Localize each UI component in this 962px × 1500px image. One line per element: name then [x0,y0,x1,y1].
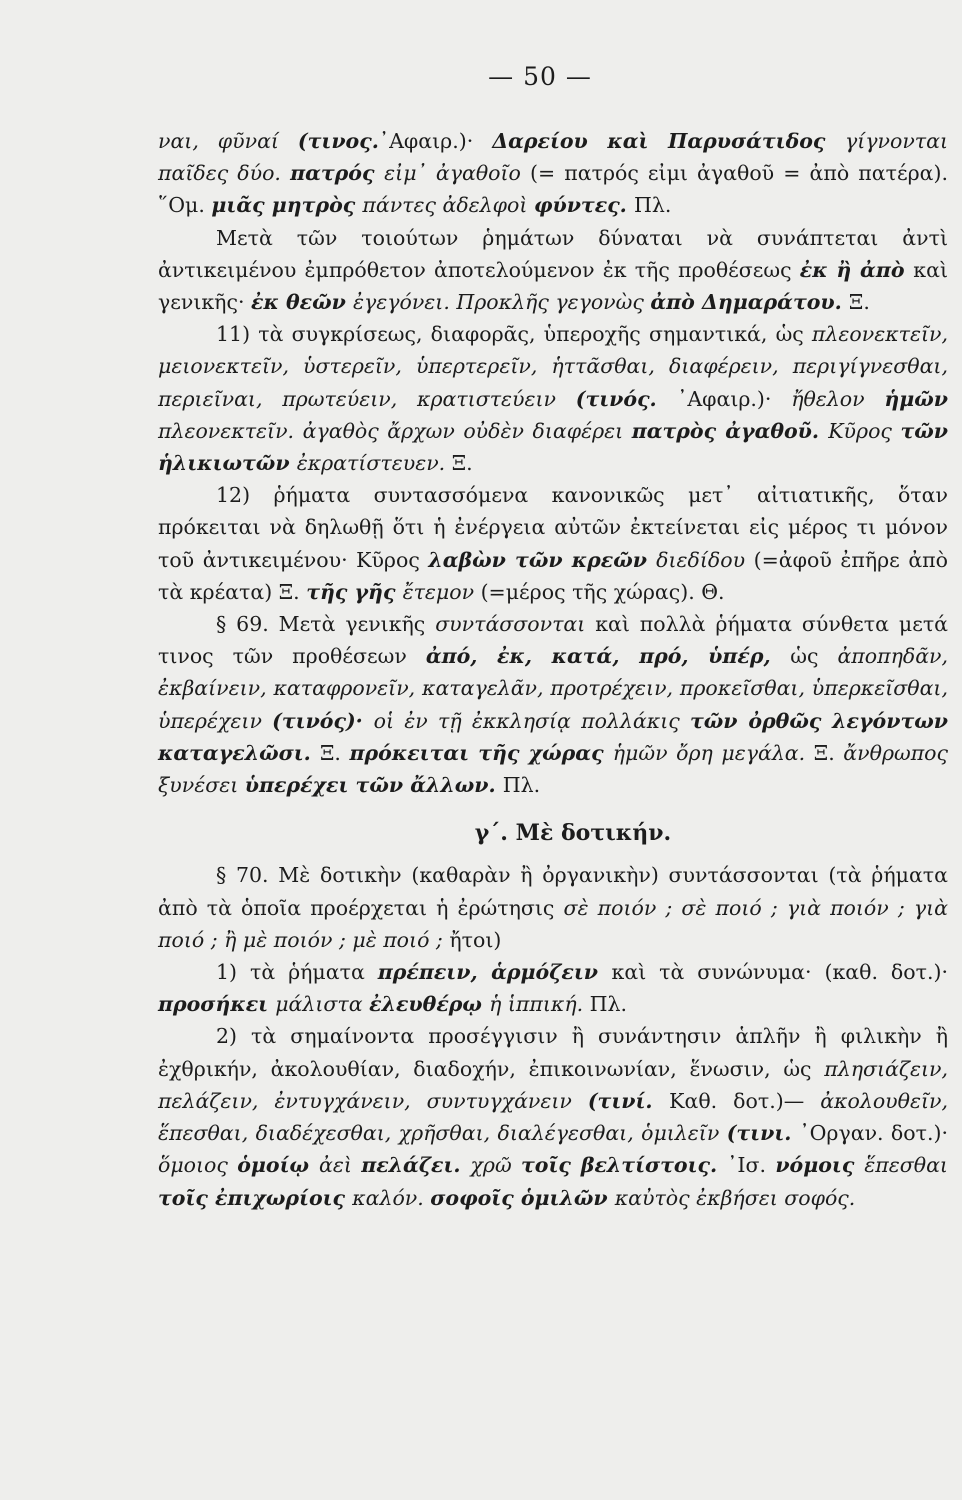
text-run: Κῦρος [828,418,901,443]
text-run: πρόκειται τῆς χώρας [349,740,613,765]
text-run: σοφοῖς ὁμιλῶν [430,1185,615,1210]
text-run: νόμοις [775,1153,865,1178]
text-run: καὐτὸς ἐκβήσει σοφός. [614,1185,856,1210]
text-run: ὁμοίῳ [237,1153,319,1178]
text-run: (τινός)· [272,708,374,733]
text-run: σὲ ποιόν ; σὲ ποιό ; γιὰ ποιόν ; γιὰ ποιό ; ἢ μὲ ποιόν ; μὲ ποιό ; [158,895,948,952]
text-run: § 69. Μετὰ γενικῆς [216,612,436,637]
text-run: Μετὰ τῶν τοιούτων ῥημάτων δύναται νὰ συνάπτεται ἀντὶ ἀντικειμένου ἐμπρόθετον ἀποτελούμενον ἐκ τῆς προθέσεως [158,225,948,282]
text-run: πλησιάζειν, πελάζειν, ἐντυγχάνειν, συντυγχάνειν [158,1056,948,1113]
text-run: Ξ. [848,290,870,315]
text-run: ἐλευθέρῳ [369,992,490,1017]
text-run: τῆς γῆς [306,579,403,604]
text-run: Καθ. δοτ.)— [669,1088,821,1113]
text-run: ἀποπηδᾶν, ἐκβαίνειν, καταφρονεῖν, καταγελᾶν, προτρέχειν, προκεῖσθαι, ὑπερκεῖσθαι, ὑπερέχειν [158,644,949,733]
paragraphs-before-heading [158,125,948,801]
text-run: φύντες. [533,193,634,218]
text-run: ἤθελον [791,386,885,411]
text-run: ᾿Ισ. [727,1153,776,1178]
text-run: Πλ. [589,992,628,1017]
text-run: ναι, φῦναί [158,129,298,153]
text-run: (τινί. [587,1088,670,1113]
text-run: ἡ ἱππική. [489,992,590,1017]
text-run: χρῶ [470,1153,522,1178]
paragraph [158,1020,948,1213]
text-run: πελάζει. [361,1153,471,1178]
text-run: πατρός [290,161,385,186]
text-run: ἡμῶν [884,386,949,411]
text-run: πλεονεκτεῖν, μειονεκτεῖν, ὑστερεῖν, ὑπερτερεῖν, ἡττᾶσθαι, διαφέρειν, περιγίγνεσθαι, περιεῖναι, πρωτεύειν, κρατιστεύειν [158,322,948,411]
text-run: ἕπεσθαι [864,1153,948,1178]
text-run: (τινι. [726,1121,800,1146]
text-run: καὶ τὰ συνώνυμα· (καθ. δοτ.)· [611,960,948,985]
text-run: γίγνονται παῖδες δύο. [158,129,949,186]
text-run: μάλιστα [275,992,370,1017]
text-run: § 70. Μὲ δοτικὴν (καθαρὰν ἢ ὀργανικὴν) συντάσσονται (τὰ ῥήματα ἀπὸ τὰ ὁποῖα προέρχεται ἡ ἐρώτησις [158,863,948,920]
text-run: διεδίδου [656,547,754,572]
text-run: ἀπό, ἐκ, κατά, πρό, ὑπέρ, [425,644,791,669]
paragraph [158,859,948,956]
text-run: προσήκει [158,992,276,1017]
body-text [158,125,948,1214]
text-run: 1) τὰ ῥήματα [216,960,378,985]
text-run: ἤτοι) [449,927,502,952]
text-run: ἐκρατίστευεν. [296,451,452,476]
text-run: 11) τὰ συγκρίσεως, διαφορᾶς, ὑπεροχῆς σημαντικά, ὡς [216,322,812,347]
text-run: Ξ. [451,451,473,476]
text-run: (= πατρός εἰμι ἀγαθοῦ = ἀπὸ πατέρα). ῞Ομ. [158,161,948,218]
text-run: οἱ ἐν τῇ ἐκκλησίᾳ πολλάκις [373,708,690,733]
text-run: τοῖς βελτίστοις. [521,1153,728,1178]
text-run: τοῖς ἐπιχωρίοις [158,1185,353,1210]
text-run: 12) ῥήματα συντασσόμενα κανονικῶς μετ᾿ αἰτιατικῆς, ὅταν πρόκειται νὰ δηλωθῇ ὅτι ἡ ἐνέργεια αὐτῶν ἐκτείνεται εἰς μέρος τι μόνον τοῦ ἀντικειμένου· Κῦρος [158,483,948,572]
text-run: Δαρείου καὶ Παρυσάτιδος [492,129,845,153]
text-run: Ξ. [813,740,844,765]
text-run: ἀεὶ [318,1153,362,1178]
text-run: ᾿Οργαν. δοτ.)· [799,1121,948,1146]
text-run: τῶν ὀρθῶς λεγόντων καταγελῶσι. [158,708,948,765]
text-run: Πλ. [502,773,541,798]
text-run: καλόν. [352,1185,431,1210]
text-run: ᾿Αφαιρ.)· [378,129,493,153]
text-run: καὶ γενικῆς· [158,257,948,315]
text-run: (=μέρος τῆς χώρας). Θ. [480,579,725,604]
text-run: Πλ. [633,193,672,218]
paragraph [158,125,948,222]
page-number: — 50 — [488,62,592,91]
paragraph [158,222,948,319]
text-run: λαβὼν τῶν κρεῶν [428,547,657,572]
text-run: ἄνθρωπος ξυνέσει [158,740,949,798]
text-run: τῶν ἡλικιωτῶν [158,418,948,476]
text-run: ἐκ θεῶν [250,290,353,315]
text-run: Ξ. [319,740,350,765]
text-run: (τινος. [297,129,379,153]
text-run: ἔτεμον [402,579,481,604]
paragraph [158,956,948,1020]
text-run: ἡμῶν ὄρη μεγάλα. [612,740,814,765]
text-run: 2) τὰ σημαίνοντα προσέγγισιν ἢ συνάντησιν ἁπλῆν ἢ φιλικὴν ἢ ἐχθρικήν, ἀκολουθίαν, διαδοχήν, ἐπικοινωνίαν, ἕνωσιν, ὡς [158,1024,948,1081]
text-run: συντάσσονται [435,612,596,637]
text-run: ἐγεγόνει. Προκλῆς γεγονὼς [352,290,651,315]
paragraph [158,608,948,801]
text-run: ἀκολουθεῖν, ἕπεσθαι, διαδέχεσθαι, χρῆσθαι, διαλέγεσθαι, ὁμιλεῖν [158,1088,948,1146]
text-run: ὡς [790,644,838,669]
text-run: ἐκ ἢ ἀπὸ [799,257,914,282]
text-run: (τινός. [575,386,678,411]
text-run: εἰμ᾿ ἀγαθοῖο [384,161,530,186]
text-run: ἀπὸ Δημαράτου. [650,290,849,315]
paragraphs-after-heading [158,859,948,1213]
text-run: (=ἀφοῦ ἐπῆρε ἀπὸ τὰ κρέατα) Ξ. [158,547,948,604]
text-run: πρέπειν, ἁρμόζειν [377,960,612,985]
section-heading: γ΄. Μὲ δοτικήν. [474,820,672,847]
paragraph [158,318,948,479]
text-run: ὅμοιος [158,1153,238,1178]
text-run: πάντες ἀδελφοὶ [362,193,534,218]
text-run: μιᾶς μητρὸς [211,193,363,218]
paragraph [158,479,948,608]
text-run: πατρὸς ἀγαθοῦ. [631,418,829,443]
text-run: ὑπερέχει τῶν ἄλλων. [244,773,503,798]
text-run: καὶ πολλὰ ῥήματα σύνθετα μετά τινος τῶν προθέσεων [158,612,948,669]
text-run: ᾿Αφαιρ.)· [677,386,792,411]
text-run: πλεονεκτεῖν. ἀγαθὸς ἄρχων οὐδὲν διαφέρει [158,418,632,443]
